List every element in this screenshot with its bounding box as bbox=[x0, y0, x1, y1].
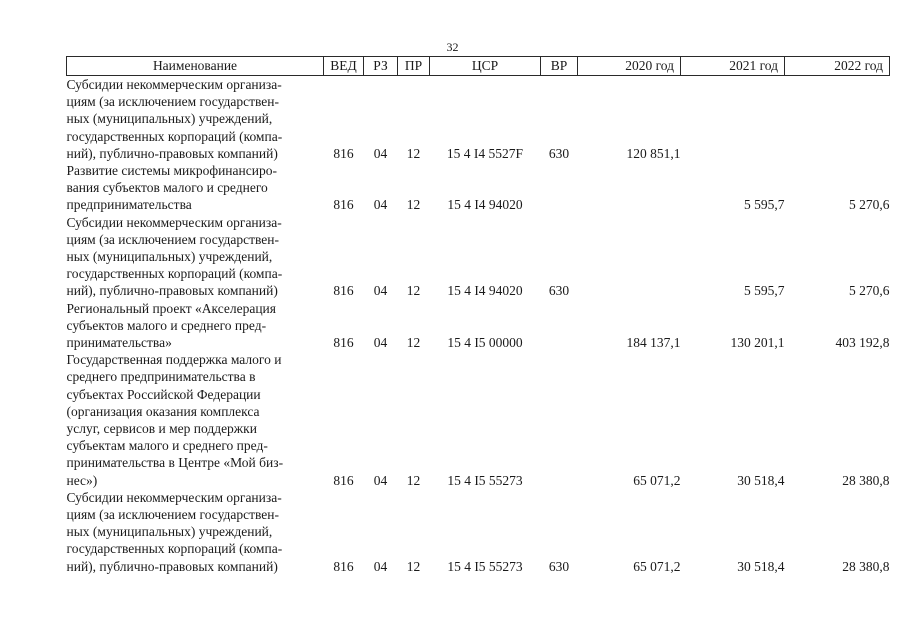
cell-ved: 816 bbox=[333, 283, 354, 299]
cell-2022: 5 270,6 bbox=[849, 283, 890, 299]
header-name: Наименование bbox=[67, 57, 324, 76]
name-line: Региональный проект «Акселерация bbox=[66, 300, 276, 316]
cell-2022: 403 192,8 bbox=[835, 335, 890, 351]
cell-ved: 816 bbox=[333, 335, 354, 351]
header-2021: 2021 год bbox=[681, 57, 785, 76]
cell-pr: 12 bbox=[406, 283, 421, 299]
name-line: предпринимательства bbox=[66, 197, 192, 213]
cell-csr: 15 4 I5 55273 bbox=[447, 558, 523, 574]
cell-name bbox=[67, 300, 324, 352]
cell-2021: 30 518,4 bbox=[737, 472, 785, 488]
name-line: государственных корпораций (компа- bbox=[66, 541, 283, 557]
cell-vr: 630 bbox=[548, 145, 570, 161]
cell-rz: 04 bbox=[373, 145, 388, 161]
cell-ved: 816 bbox=[333, 197, 354, 213]
cell-name bbox=[67, 76, 324, 163]
table-row bbox=[67, 489, 890, 575]
cell-2021: 130 201,1 bbox=[730, 335, 785, 351]
cell-csr: 15 4 I4 5527F bbox=[446, 145, 524, 161]
name-line: субъектах Российской Федерации bbox=[66, 386, 261, 402]
name-line: ных (муниципальных) учреждений, bbox=[66, 524, 273, 540]
name-line: нес») bbox=[66, 472, 98, 488]
name-line: Субсидии некоммерческим организа- bbox=[66, 214, 282, 230]
name-line: Субсидии некоммерческим организа- bbox=[66, 489, 282, 505]
cell-vr bbox=[541, 351, 578, 489]
table-row bbox=[67, 76, 890, 163]
budget-table bbox=[66, 56, 890, 575]
cell-vr bbox=[541, 162, 578, 214]
name-line: государственных корпораций (компа- bbox=[66, 128, 283, 144]
cell-2021 bbox=[681, 76, 785, 163]
table-header-row bbox=[67, 57, 890, 76]
name-line: Субсидии некоммерческим организа- bbox=[66, 77, 282, 92]
name-line: государственных корпораций (компа- bbox=[66, 266, 283, 282]
cell-csr: 15 4 I4 94020 bbox=[447, 283, 523, 299]
cell-name bbox=[67, 351, 324, 489]
table-body bbox=[67, 76, 890, 575]
table-row bbox=[67, 300, 890, 352]
cell-2020 bbox=[578, 162, 681, 214]
cell-csr: 15 4 I4 94020 bbox=[447, 197, 523, 213]
cell-csr: 15 4 I5 00000 bbox=[447, 335, 523, 351]
header-pr: ПР bbox=[398, 57, 430, 76]
cell-pr: 12 bbox=[406, 145, 421, 161]
cell-ved: 816 bbox=[333, 145, 354, 161]
name-line: услуг, сервисов и мер поддержки bbox=[66, 421, 257, 437]
cell-2020 bbox=[578, 214, 681, 300]
name-line: Развитие системы микрофинансиро- bbox=[66, 163, 277, 179]
cell-2022: 5 270,6 bbox=[849, 197, 890, 213]
cell-pr: 12 bbox=[406, 472, 421, 488]
name-line: (организация оказания комплекса bbox=[66, 403, 260, 419]
cell-ved: 816 bbox=[333, 472, 354, 488]
name-line: Государственная поддержка малого и bbox=[66, 352, 282, 368]
cell-pr: 12 bbox=[406, 558, 421, 574]
cell-2021: 5 595,7 bbox=[744, 283, 785, 299]
cell-2021: 30 518,4 bbox=[737, 558, 785, 574]
name-line: ний), публично-правовых компаний) bbox=[66, 558, 278, 574]
cell-ved: 816 bbox=[333, 558, 354, 574]
table-row bbox=[67, 214, 890, 300]
name-line: ний), публично-правовых компаний) bbox=[66, 145, 278, 161]
name-line: принимательства» bbox=[66, 335, 172, 351]
name-line: ных (муниципальных) учреждений, bbox=[66, 249, 273, 265]
cell-vr: 630 bbox=[548, 558, 570, 574]
cell-pr: 12 bbox=[406, 335, 421, 351]
header-rz: РЗ bbox=[364, 57, 398, 76]
name-line: ных (муниципальных) учреждений, bbox=[66, 111, 273, 127]
cell-rz: 04 bbox=[373, 197, 388, 213]
name-line: циям (за исключением государствен- bbox=[66, 94, 280, 110]
cell-vr bbox=[541, 300, 578, 352]
name-line: вания субъектов малого и среднего bbox=[66, 180, 268, 196]
name-line: субъектов малого и среднего пред- bbox=[66, 317, 267, 333]
header-csr: ЦСР bbox=[430, 57, 541, 76]
cell-rz: 04 bbox=[373, 472, 388, 488]
cell-2020: 120 851,1 bbox=[626, 145, 681, 161]
cell-2022: 28 380,8 bbox=[842, 472, 890, 488]
page-number: 32 bbox=[446, 40, 459, 54]
cell-vr: 630 bbox=[548, 283, 570, 299]
cell-name bbox=[67, 214, 324, 300]
name-line: субъектам малого и среднего пред- bbox=[66, 438, 268, 454]
cell-name bbox=[67, 162, 324, 214]
table-row bbox=[67, 162, 890, 214]
header-2020: 2020 год bbox=[578, 57, 681, 76]
name-line: циям (за исключением государствен- bbox=[66, 507, 280, 523]
cell-2021: 5 595,7 bbox=[744, 197, 785, 213]
table-row bbox=[67, 351, 890, 489]
cell-rz: 04 bbox=[373, 558, 388, 574]
cell-csr: 15 4 I5 55273 bbox=[447, 472, 523, 488]
cell-rz: 04 bbox=[373, 283, 388, 299]
cell-rz: 04 bbox=[373, 335, 388, 351]
header-2022: 2022 год bbox=[785, 57, 890, 76]
cell-2022 bbox=[785, 76, 890, 163]
name-line: ний), публично-правовых компаний) bbox=[66, 283, 278, 299]
cell-pr: 12 bbox=[406, 197, 421, 213]
cell-name bbox=[67, 489, 324, 575]
cell-2022: 28 380,8 bbox=[842, 558, 890, 574]
cell-2020: 184 137,1 bbox=[626, 335, 681, 351]
name-line: принимательства в Центре «Мой биз- bbox=[66, 455, 284, 471]
cell-2020: 65 071,2 bbox=[633, 472, 681, 488]
header-vr: ВР bbox=[541, 57, 578, 76]
name-line: среднего предпринимательства в bbox=[66, 369, 256, 385]
header-ved: ВЕД bbox=[324, 57, 364, 76]
name-line: циям (за исключением государствен- bbox=[66, 231, 280, 247]
cell-2020: 65 071,2 bbox=[633, 558, 681, 574]
